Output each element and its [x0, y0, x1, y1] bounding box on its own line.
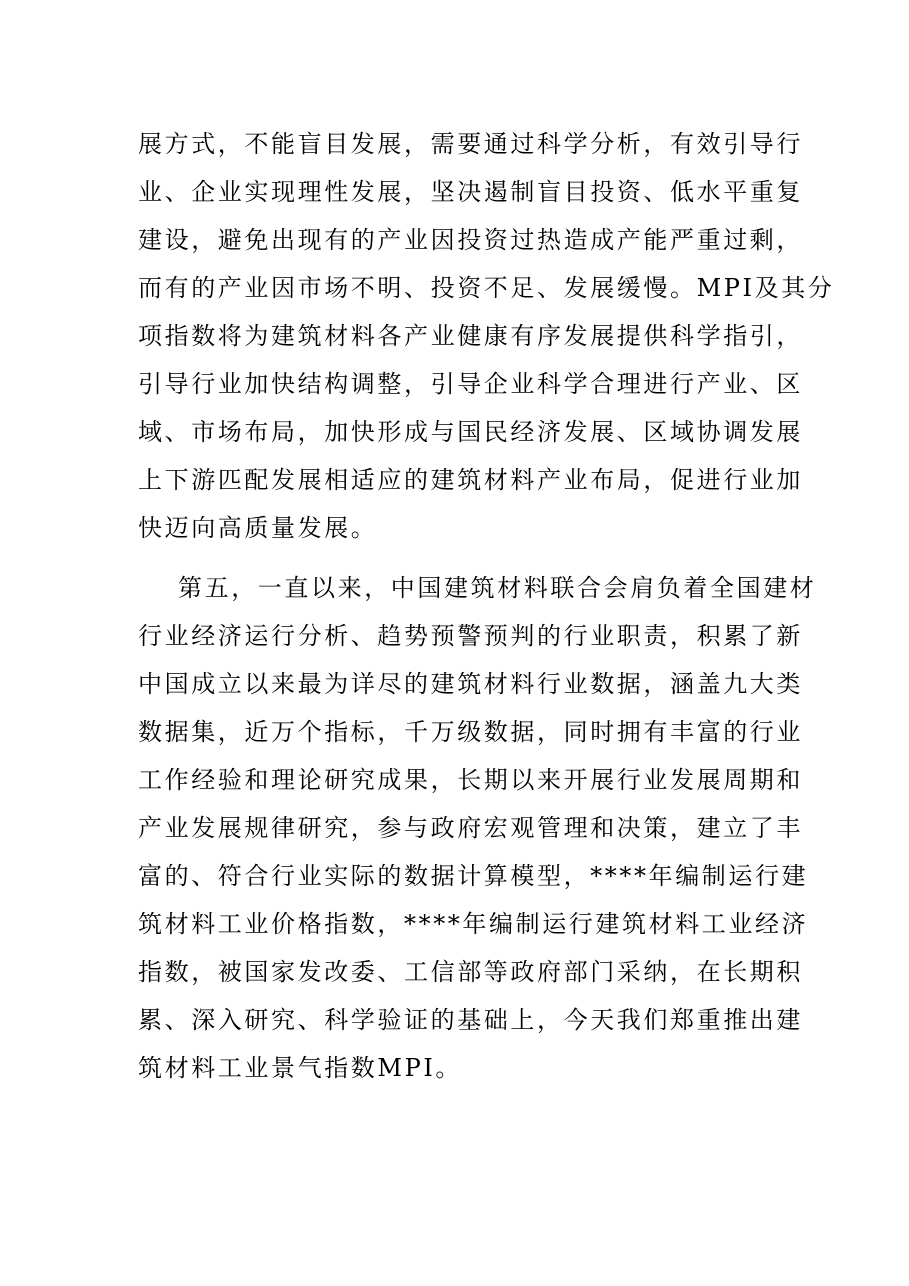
paragraph-1-line-8: 上下游匹配发展相适应的建筑材料产业布局，促进行业加 — [138, 466, 803, 494]
paragraph-2-line-11: 筑材料工业景气指数MPI。 — [138, 1054, 463, 1082]
paragraph-2-line-7: 富的、符合行业实际的数据计算模型，****年编制运行建 — [138, 862, 809, 890]
paragraph-2-line-4: 数据集，近万个指标，千万级数据，同时拥有丰富的行业 — [138, 718, 803, 746]
paragraph-2-line-3: 中国成立以来最为详尽的建筑材料行业数据，涵盖九大类 — [138, 670, 803, 698]
paragraph-1-line-9: 快迈向高质量发展。 — [138, 514, 378, 542]
paragraph-1-line-4: 而有的产业因市场不明、投资不足、发展缓慢。MPI及其分 — [138, 274, 835, 302]
paragraph-2-line-5: 工作经验和理论研究成果，长期以来开展行业发展周期和 — [138, 766, 803, 794]
paragraph-2-line-1: 第五，一直以来，中国建筑材料联合会肩负着全国建材 — [178, 574, 817, 602]
paragraph-2-line-8: 筑材料工业价格指数，****年编制运行建筑材料工业经济 — [138, 910, 809, 938]
paragraph-2-line-2: 行业经济运行分析、趋势预警预判的行业职责，积累了新 — [138, 622, 803, 650]
paragraph-1-line-2: 业、企业实现理性发展，坚决遏制盲目投资、低水平重复 — [138, 178, 803, 206]
paragraph-2-line-6: 产业发展规律研究，参与政府宏观管理和决策，建立了丰 — [138, 814, 803, 842]
paragraph-2-line-10: 累、深入研究、科学验证的基础上，今天我们郑重推出建 — [138, 1006, 803, 1034]
paragraph-2-line-9: 指数，被国家发改委、工信部等政府部门采纳，在长期积 — [138, 958, 803, 986]
paragraph-1-line-7: 域、市场布局，加快形成与国民经济发展、区域协调发展 — [138, 418, 803, 446]
paragraph-1-line-3: 建设，避免出现有的产业因投资过热造成产能严重过剩， — [138, 226, 803, 254]
paragraph-1-line-5: 项指数将为建筑材料各产业健康有序发展提供科学指引， — [138, 322, 803, 350]
paragraph-1-line-6: 引导行业加快结构调整，引导企业科学合理进行产业、区 — [138, 370, 803, 398]
paragraph-1-line-1: 展方式，不能盲目发展，需要通过科学分析，有效引导行 — [138, 130, 803, 158]
